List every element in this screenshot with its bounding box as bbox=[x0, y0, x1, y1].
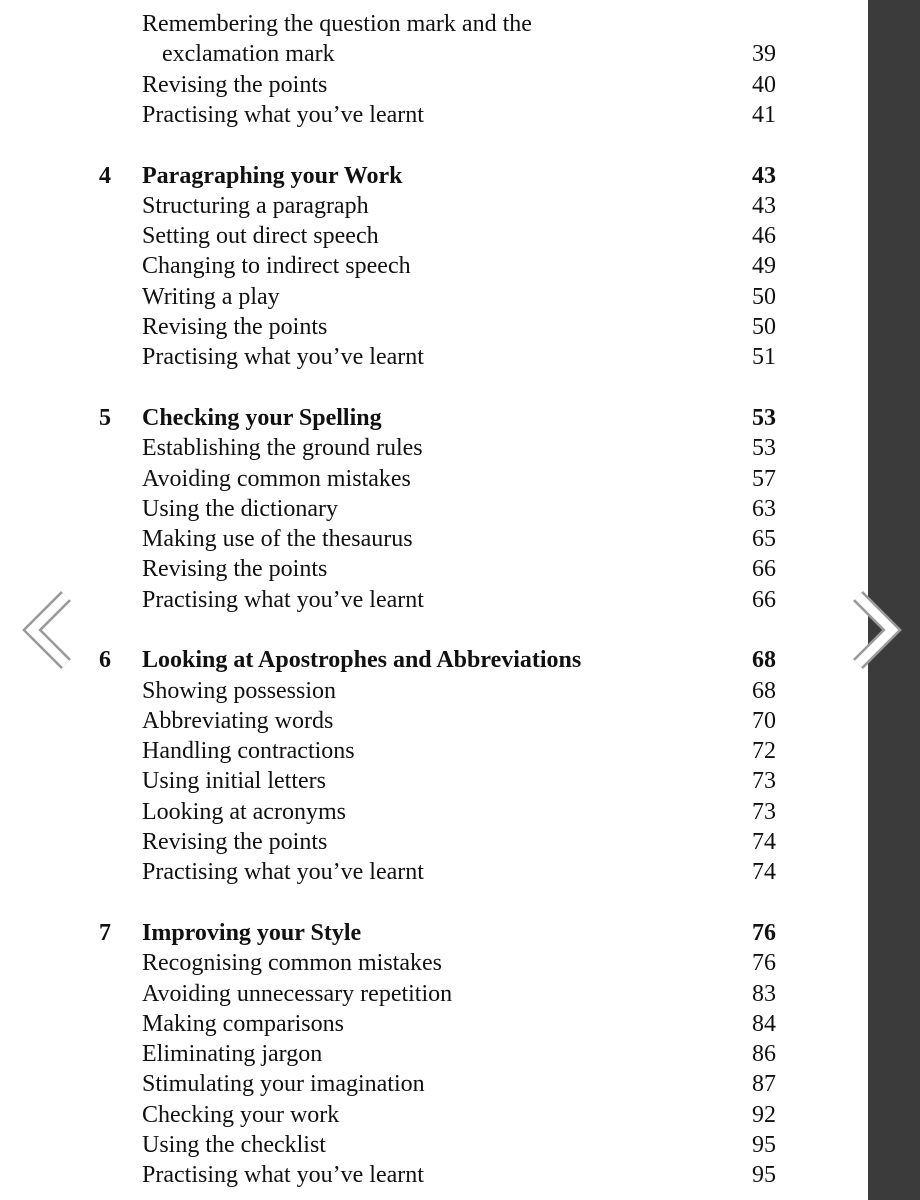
page-number: 72 bbox=[752, 738, 776, 764]
entry-title: Practising what you’ve learnt bbox=[142, 102, 424, 128]
entry-title: exclamation mark bbox=[162, 41, 335, 67]
toc-entry bbox=[0, 494, 868, 524]
entry-title: Revising the points bbox=[142, 829, 328, 855]
entry-title: Structuring a paragraph bbox=[142, 193, 369, 219]
page-number: 63 bbox=[752, 496, 776, 522]
page-number: 74 bbox=[752, 859, 776, 885]
entry-title: Showing possession bbox=[142, 678, 337, 704]
chevron-right-icon bbox=[844, 590, 904, 670]
page-number: 43 bbox=[752, 193, 776, 219]
toc-chapter-heading bbox=[0, 161, 868, 191]
entry-title: Stimulating your imagination bbox=[142, 1071, 425, 1097]
page-number: 83 bbox=[752, 981, 776, 1007]
entry-title: Revising the points bbox=[142, 72, 328, 98]
page-number: 49 bbox=[752, 253, 776, 279]
entry-title: Practising what you’ve learnt bbox=[142, 587, 424, 613]
entry-title: Recognising common mistakes bbox=[142, 950, 442, 976]
toc-entry bbox=[0, 706, 868, 736]
chapter-title: Looking at Apostrophes and Abbreviations bbox=[142, 647, 582, 673]
entry-title: Checking your work bbox=[142, 1102, 340, 1128]
page-number: 74 bbox=[752, 829, 776, 855]
entry-title: Eliminating jargon bbox=[142, 1041, 323, 1067]
toc-entry bbox=[0, 948, 868, 978]
page-number: 76 bbox=[752, 950, 776, 976]
toc-entry bbox=[0, 1130, 868, 1160]
page-number: 57 bbox=[752, 466, 776, 492]
entry-title: Practising what you’ve learnt bbox=[142, 344, 424, 370]
entry-title: Establishing the ground rules bbox=[142, 435, 423, 461]
entry-title: Abbreviating words bbox=[142, 708, 334, 734]
page-number: 95 bbox=[752, 1132, 776, 1158]
toc-entry bbox=[0, 251, 868, 281]
toc-entry bbox=[0, 676, 868, 706]
toc-entry bbox=[0, 979, 868, 1009]
toc-entry bbox=[0, 554, 868, 584]
page-number: 66 bbox=[752, 556, 776, 582]
toc-entry bbox=[0, 39, 868, 69]
page-number: 95 bbox=[752, 1162, 776, 1188]
toc-entry bbox=[0, 1009, 868, 1039]
entry-title: Changing to indirect speech bbox=[142, 253, 411, 279]
page-number: 50 bbox=[752, 284, 776, 310]
entry-title: Using the checklist bbox=[142, 1132, 326, 1158]
chapter-title: Improving your Style bbox=[142, 920, 362, 946]
page-number: 53 bbox=[752, 405, 776, 431]
toc-chapter-heading bbox=[0, 918, 868, 948]
entry-title: Revising the points bbox=[142, 556, 328, 582]
entry-title: Making comparisons bbox=[142, 1011, 344, 1037]
toc-entry bbox=[0, 282, 868, 312]
page-number: 73 bbox=[752, 799, 776, 825]
page-number: 76 bbox=[752, 920, 776, 946]
entry-title: Using the dictionary bbox=[142, 496, 338, 522]
page-number: 40 bbox=[752, 72, 776, 98]
page-number: 66 bbox=[752, 587, 776, 613]
page-number: 87 bbox=[752, 1071, 776, 1097]
toc-entry bbox=[0, 70, 868, 100]
entry-title: Revising the points bbox=[142, 314, 328, 340]
prev-page-button[interactable] bbox=[20, 590, 80, 670]
chapter-title: Paragraphing your Work bbox=[142, 163, 403, 189]
page-number: 84 bbox=[752, 1011, 776, 1037]
toc-entry bbox=[0, 342, 868, 372]
entry-title: Writing a play bbox=[142, 284, 280, 310]
chevron-left-icon bbox=[20, 590, 80, 670]
toc-entry bbox=[0, 736, 868, 766]
toc-chapter-heading bbox=[0, 645, 868, 675]
entry-title: Remembering the question mark and the bbox=[142, 11, 532, 37]
toc-entry bbox=[0, 766, 868, 796]
toc-entry bbox=[0, 191, 868, 221]
toc-entry bbox=[0, 1039, 868, 1069]
page-number: 68 bbox=[752, 678, 776, 704]
page-number: 50 bbox=[752, 314, 776, 340]
next-page-button[interactable] bbox=[844, 590, 904, 670]
page-number: 46 bbox=[752, 223, 776, 249]
toc-entry bbox=[0, 857, 868, 887]
toc-entry bbox=[0, 312, 868, 342]
toc-entry bbox=[0, 797, 868, 827]
page-number: 68 bbox=[752, 647, 776, 673]
chapter-number: 5 bbox=[99, 405, 111, 431]
toc-entry bbox=[0, 100, 868, 130]
entry-title: Using initial letters bbox=[142, 768, 326, 794]
toc-entry bbox=[0, 9, 868, 39]
entry-title: Avoiding unnecessary repetition bbox=[142, 981, 453, 1007]
toc-entry bbox=[0, 524, 868, 554]
page-number: 92 bbox=[752, 1102, 776, 1128]
toc-entry bbox=[0, 585, 868, 615]
toc-entry bbox=[0, 1100, 868, 1130]
page-number: 39 bbox=[752, 41, 776, 67]
chapter-number: 4 bbox=[99, 163, 111, 189]
page-number: 70 bbox=[752, 708, 776, 734]
toc-entry bbox=[0, 827, 868, 857]
page-number: 41 bbox=[752, 102, 776, 128]
entry-title: Setting out direct speech bbox=[142, 223, 379, 249]
page-number: 73 bbox=[752, 768, 776, 794]
toc-entry bbox=[0, 433, 868, 463]
entry-title: Practising what you’ve learnt bbox=[142, 859, 424, 885]
entry-title: Looking at acronyms bbox=[142, 799, 346, 825]
toc-chapter-heading bbox=[0, 403, 868, 433]
toc-entry bbox=[0, 221, 868, 251]
chapter-number: 7 bbox=[99, 920, 111, 946]
toc-entry bbox=[0, 1160, 868, 1190]
page-number: 86 bbox=[752, 1041, 776, 1067]
toc-entry bbox=[0, 1069, 868, 1099]
chapter-number: 6 bbox=[99, 647, 111, 673]
page-number: 43 bbox=[752, 163, 776, 189]
toc-entry bbox=[0, 464, 868, 494]
entry-title: Making use of the thesaurus bbox=[142, 526, 413, 552]
entry-title: Practising what you’ve learnt bbox=[142, 1162, 424, 1188]
page-number: 51 bbox=[752, 344, 776, 370]
entry-title: Handling contractions bbox=[142, 738, 355, 764]
entry-title: Avoiding common mistakes bbox=[142, 466, 411, 492]
chapter-title: Checking your Spelling bbox=[142, 405, 382, 431]
page-number: 65 bbox=[752, 526, 776, 552]
page-number: 53 bbox=[752, 435, 776, 461]
